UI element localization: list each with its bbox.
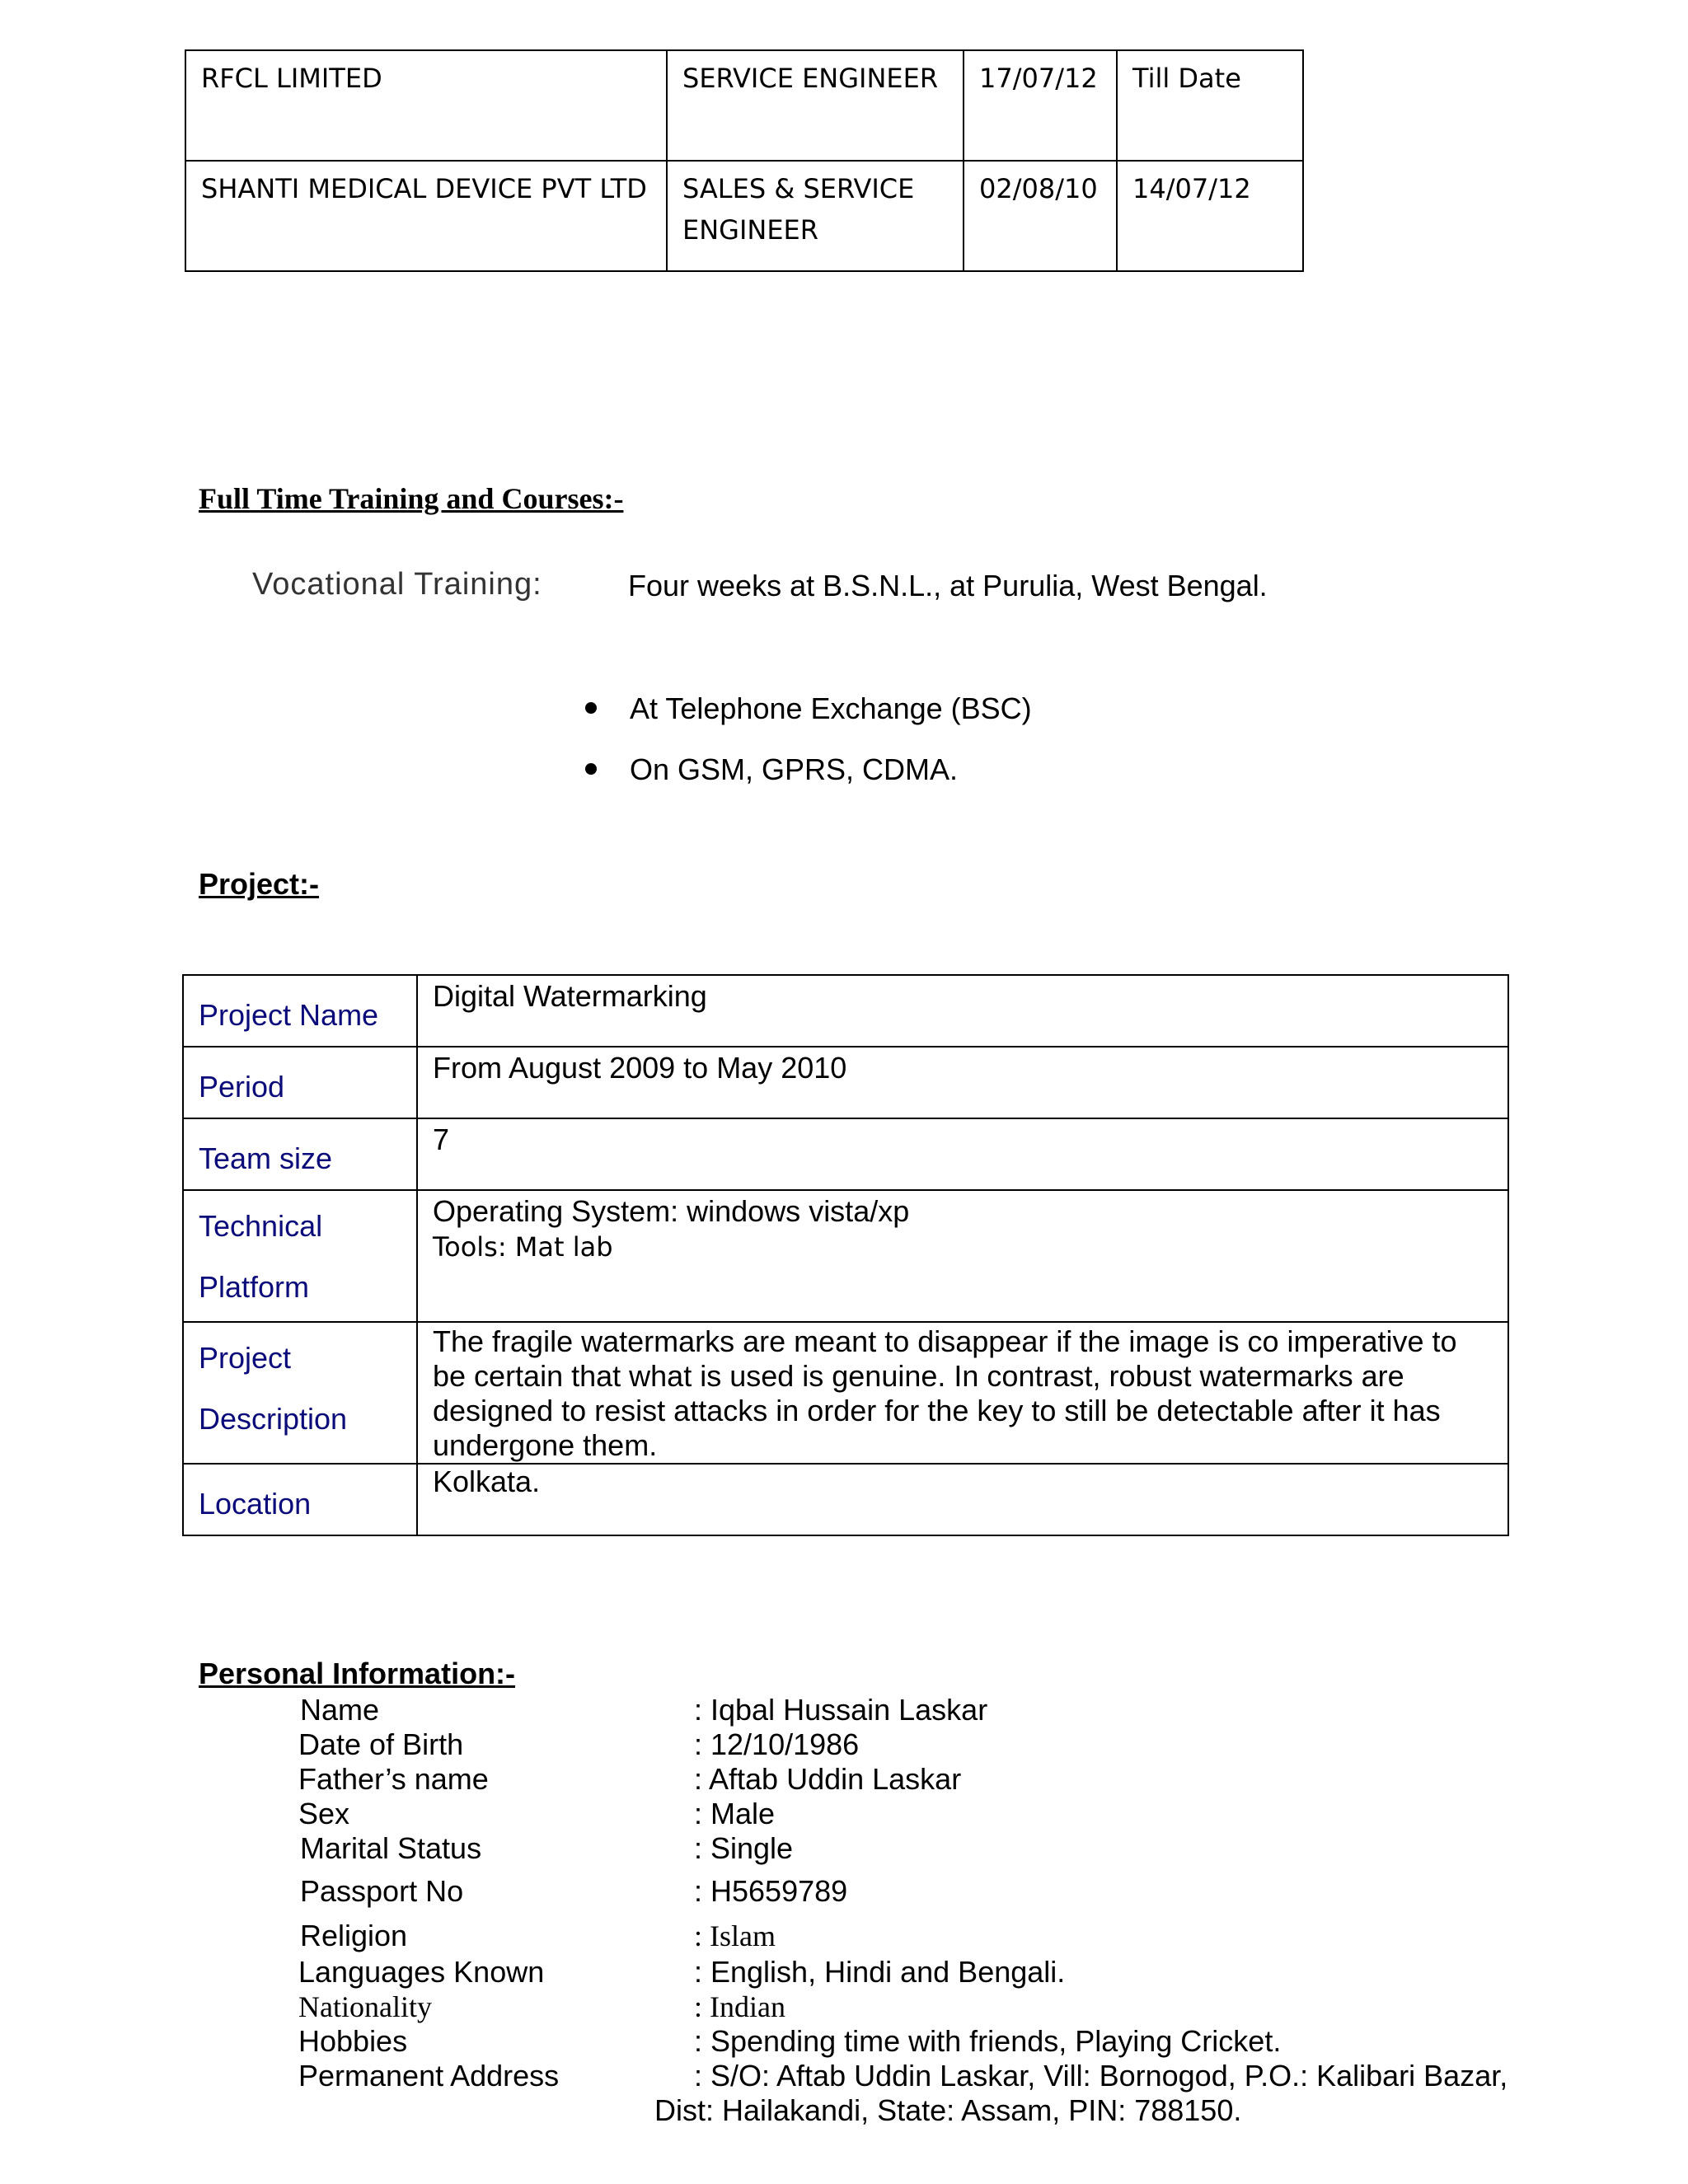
list-item <box>577 684 1032 745</box>
vocational-training-label: Vocational Training: <box>252 567 542 602</box>
dob-label: Date of Birth <box>298 1727 464 1761</box>
table-row <box>183 1047 1508 1118</box>
location-key: Location <box>183 1464 417 1535</box>
table-row <box>183 1118 1508 1190</box>
permanent-address-line2: Dist: Hailakandi, State: Assam, PIN: 788150. <box>654 2093 1242 2127</box>
to-date-cell: Till Date <box>1117 50 1303 161</box>
bullet-icon <box>585 702 597 714</box>
religion-label: Religion <box>300 1919 408 1952</box>
table-row <box>185 50 1303 161</box>
personal-info-list <box>298 1691 1617 2153</box>
languages-value: : English, Hindi and Bengali. <box>694 1955 1066 1989</box>
vocational-training-value: Four weeks at B.S.N.L., at Purulia, West Bengal. <box>628 569 1268 602</box>
table-row <box>183 1190 1508 1322</box>
personal-info-heading: Personal Information:- <box>199 1657 516 1690</box>
bullet-text: On GSM, GPRS, CDMA. <box>630 752 959 786</box>
permanent-address-label: Permanent Address <box>298 2059 560 2093</box>
from-date-cell: 17/07/12 <box>964 50 1117 161</box>
dob-value: : 12/10/1986 <box>694 1727 860 1761</box>
hobbies-value: : Spending time with friends, Playing Cricket. <box>694 2024 1282 2058</box>
passport-label: Passport No <box>300 1874 464 1908</box>
team-size-key: Team size <box>183 1118 417 1190</box>
table-row <box>183 1322 1508 1464</box>
hobbies-label: Hobbies <box>298 2024 408 2058</box>
technical-platform-key: Technical Platform <box>183 1190 417 1322</box>
nationality-label: Nationality <box>298 1990 432 2023</box>
marital-status-label: Marital Status <box>300 1831 482 1865</box>
to-date-cell: 14/07/12 <box>1117 161 1303 271</box>
project-name-key: Project Name <box>183 975 417 1047</box>
training-heading: Full Time Training and Courses:- <box>199 482 624 515</box>
team-size-value: 7 <box>417 1118 1508 1190</box>
permanent-address-value: : S/O: Aftab Uddin Laskar, Vill: Bornogod, P.O.: Kalibari Bazar, <box>694 2059 1508 2093</box>
fathers-name-label: Father’s name <box>298 1762 489 1796</box>
list-item <box>577 745 1032 806</box>
passport-value: : H5659789 <box>694 1874 848 1908</box>
tools-text: Tools: Mat lab <box>433 1231 613 1263</box>
period-key: Period <box>183 1047 417 1118</box>
operating-system-text: Operating System: windows vista/xp <box>433 1194 910 1228</box>
name-label: Name <box>300 1693 380 1727</box>
table-row <box>185 161 1303 271</box>
from-date-cell: 02/08/10 <box>964 161 1117 271</box>
project-heading: Project:- <box>199 867 320 901</box>
marital-status-value: : Single <box>694 1831 794 1865</box>
period-value: From August 2009 to May 2010 <box>417 1047 1508 1118</box>
bullet-icon <box>585 763 597 775</box>
training-bullet-list <box>577 684 1032 806</box>
company-cell: RFCL LIMITED <box>185 50 667 161</box>
table-row <box>183 1464 1508 1535</box>
bullet-text: At Telephone Exchange (BSC) <box>630 691 1032 725</box>
languages-label: Languages Known <box>298 1955 545 1989</box>
project-table <box>182 974 1509 1536</box>
role-cell: SALES & SERVICE ENGINEER <box>667 161 964 271</box>
table-row <box>183 975 1508 1047</box>
sex-value: : Male <box>694 1797 776 1830</box>
sex-label: Sex <box>298 1797 350 1830</box>
project-name-value: Digital Watermarking <box>417 975 1508 1047</box>
religion-value: : Islam <box>694 1919 776 1952</box>
nationality-value: : Indian <box>694 1990 785 2023</box>
company-cell: SHANTI MEDICAL DEVICE PVT LTD <box>185 161 667 271</box>
fathers-name-value: : Aftab Uddin Laskar <box>694 1762 962 1796</box>
project-description-key: Project Description <box>183 1322 417 1464</box>
role-cell: SERVICE ENGINEER <box>667 50 964 161</box>
project-description-value: The fragile watermarks are meant to disappear if the image is co imperative to be certain that what is used is genuine. In contrast, robust watermarks are designed to resist attacks in order for the key to still be detectable after it has undergone them. <box>417 1322 1508 1464</box>
name-value: : Iqbal Hussain Laskar <box>694 1693 988 1727</box>
location-value: Kolkata. <box>417 1464 1508 1535</box>
employment-table <box>185 49 1304 272</box>
technical-platform-value <box>417 1190 1508 1322</box>
